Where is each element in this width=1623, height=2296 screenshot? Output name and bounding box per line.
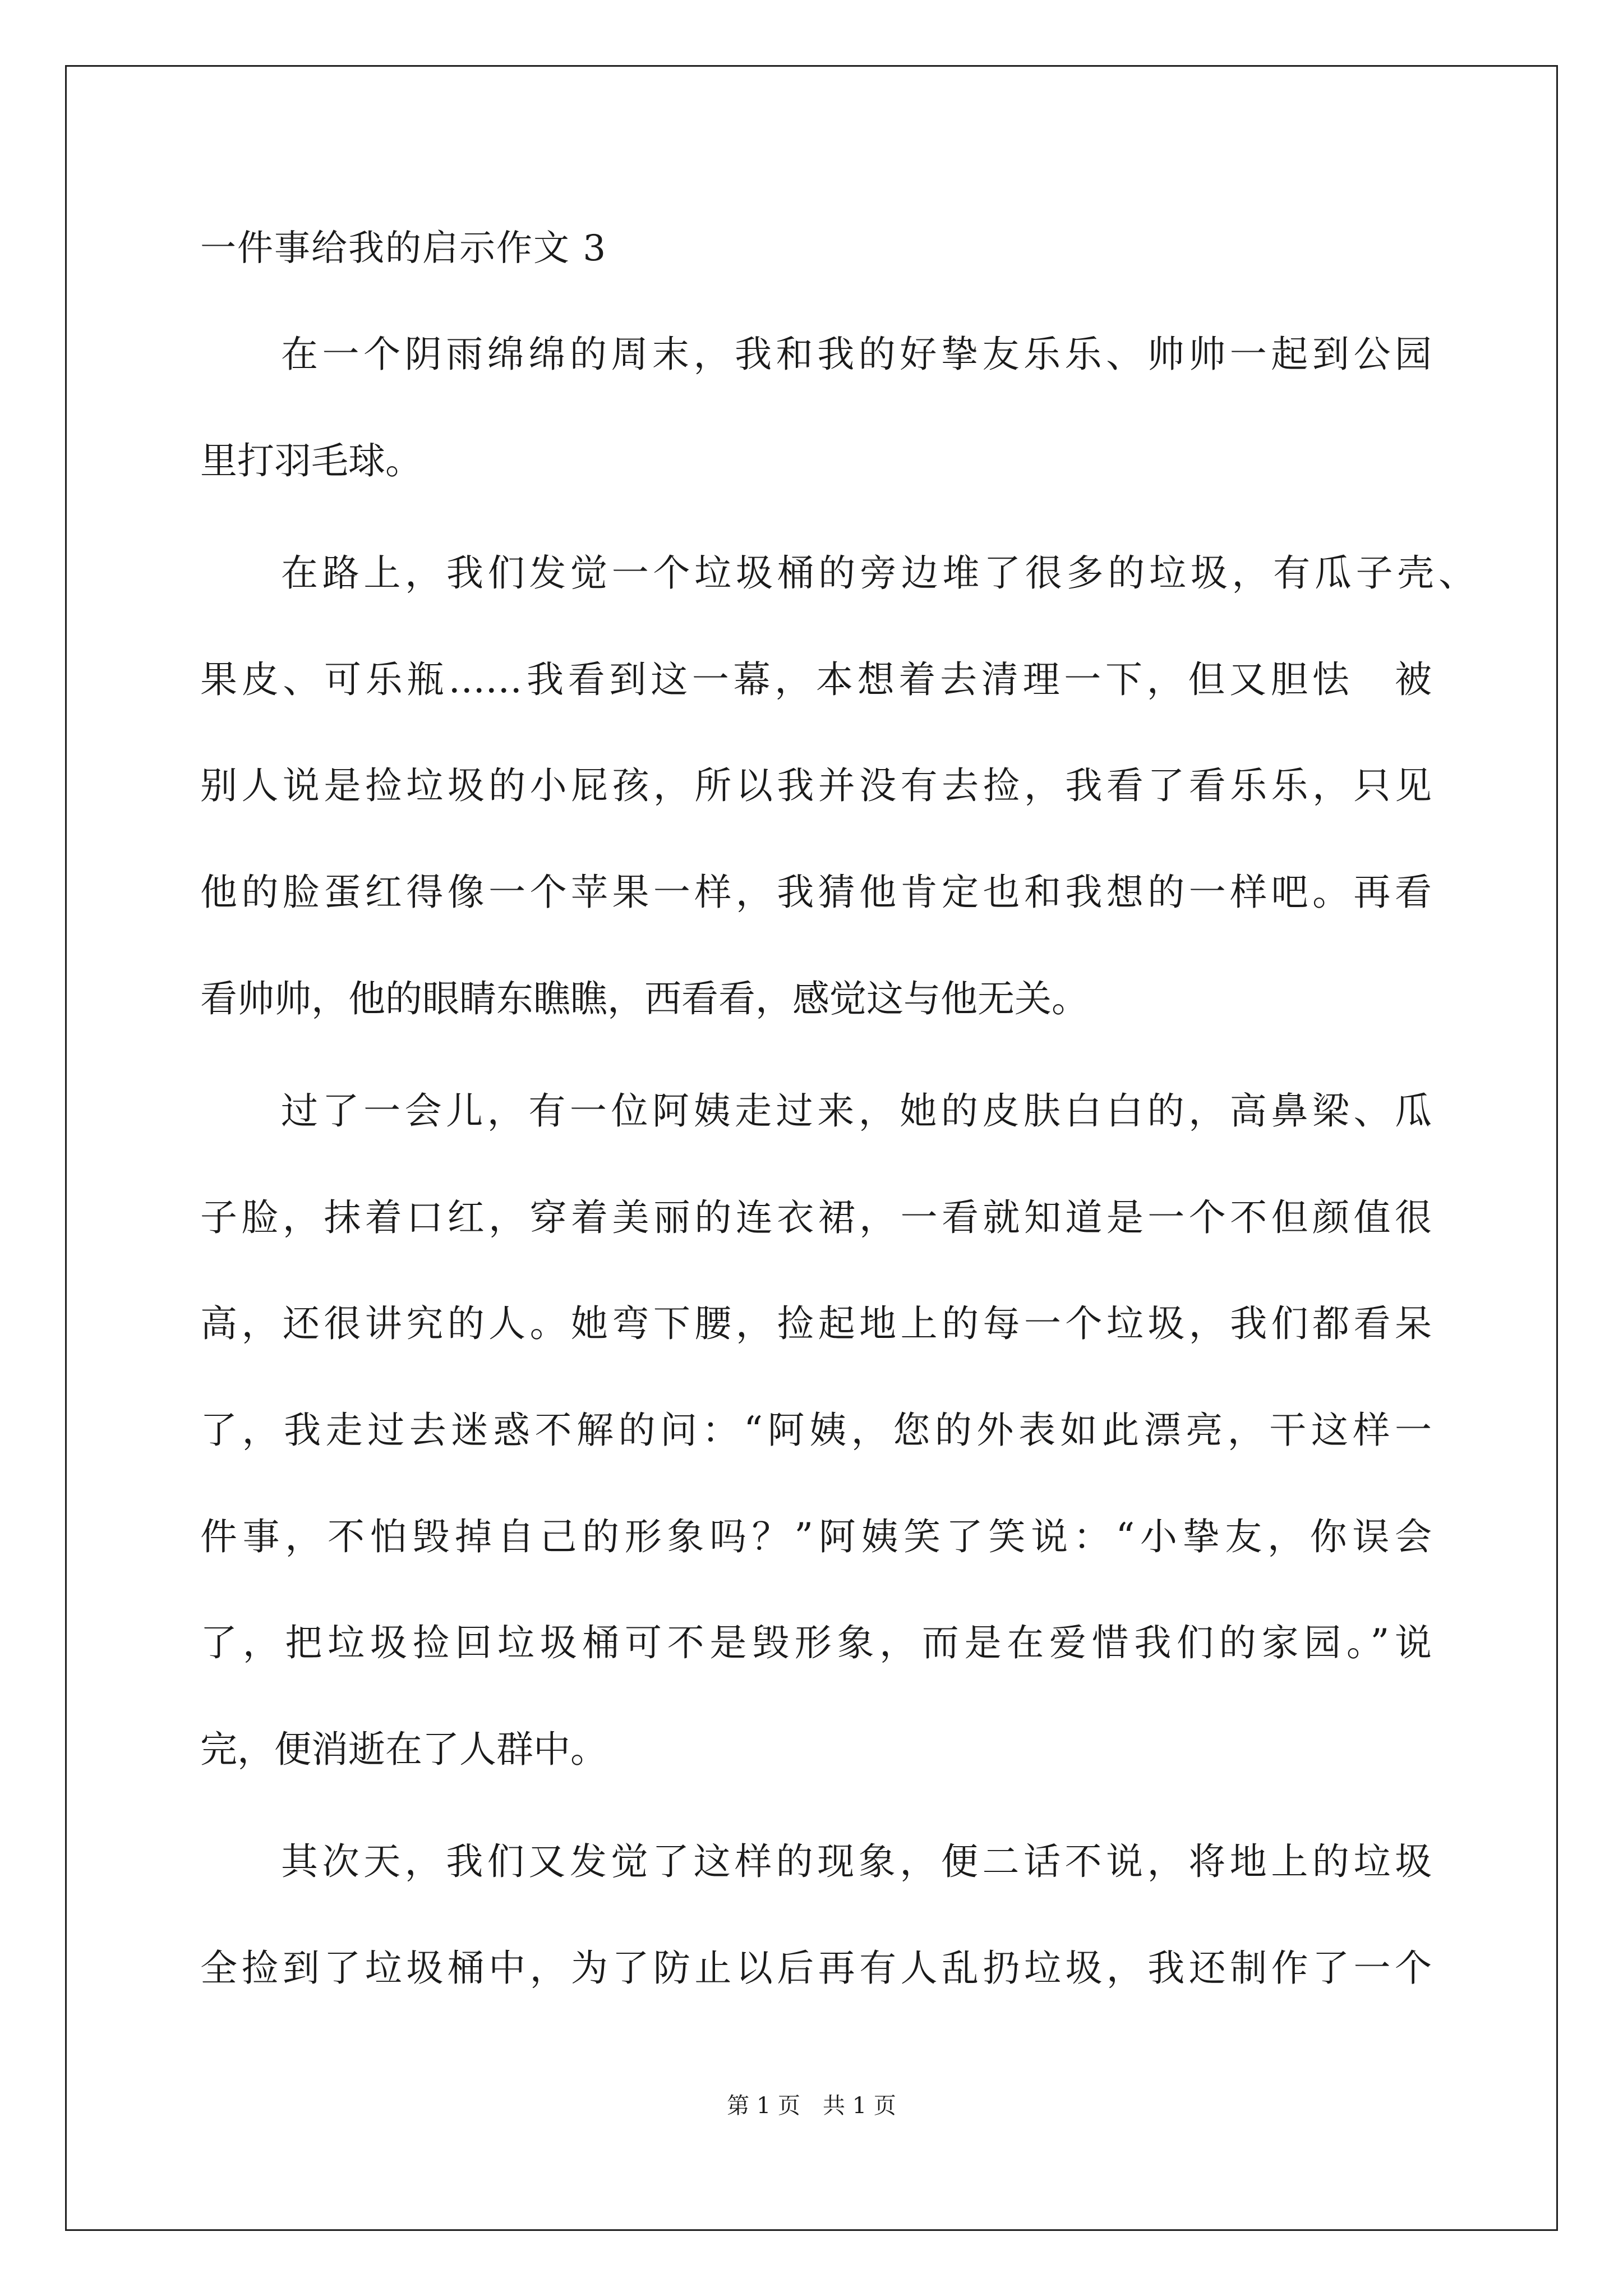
paragraph-line: 在一个阴雨绵绵的周末，我和我的好挚友乐乐、帅帅一起到公园 bbox=[281, 333, 1432, 376]
paragraph-line: 看帅帅，他的眼睛东瞧瞧，西看看，感觉这与他无关。 bbox=[200, 977, 1089, 1020]
page-footer: 第 1 页 共 1 页 bbox=[727, 2093, 896, 2119]
paragraph-line: 里打羽毛球。 bbox=[200, 439, 422, 482]
paragraph-line: 了，我走过去迷惑不解的问：“阿姨，您的外表如此漂亮，干这样一 bbox=[200, 1409, 1432, 1452]
paragraph-line: 子脸，抹着口红，穿着美丽的连衣裙，一看就知道是一个不但颜值很 bbox=[200, 1196, 1432, 1239]
paragraph-line: 完，便消逝在了人群中。 bbox=[200, 1728, 607, 1771]
page-frame bbox=[65, 65, 1558, 2231]
paragraph-line: 了，把垃圾捡回垃圾桶可不是毁形象，而是在爱惜我们的家园。”说 bbox=[200, 1621, 1432, 1664]
paragraph-line: 过了一会儿，有一位阿姨走过来，她的皮肤白白的，高鼻梁、瓜 bbox=[281, 1089, 1432, 1133]
paragraph-line: 高，还很讲究的人。她弯下腰，捡起地上的每一个垃圾，我们都看呆 bbox=[200, 1302, 1432, 1345]
paragraph-line: 果皮、可乐瓶……我看到这一幕，本想着去清理一下，但又胆怯 被 bbox=[200, 658, 1432, 701]
paragraph-line: 其次天，我们又发觉了这样的现象，便二话不说，将地上的垃圾 bbox=[281, 1840, 1432, 1883]
paragraph-line: 全捡到了垃圾桶中，为了防止以后再有人乱扔垃圾，我还制作了一个 bbox=[200, 1947, 1432, 1990]
paragraph-line: 别人说是捡垃圾的小屁孩，所以我并没有去捡，我看了看乐乐，只见 bbox=[200, 764, 1432, 807]
paragraph-line: 他的脸蛋红得像一个苹果一样，我猜他肯定也和我想的一样吧。再看 bbox=[200, 871, 1432, 914]
paragraph-line: 件事，不怕毁掉自己的形象吗？”阿姨笑了笑说：“小挚友，你误会 bbox=[200, 1515, 1432, 1558]
document-title: 一件事给我的启示作文 3 bbox=[200, 228, 607, 269]
paragraph-line: 在路上，我们发觉一个垃圾桶的旁边堆了很多的垃圾，有瓜子壳、 bbox=[281, 551, 1476, 595]
